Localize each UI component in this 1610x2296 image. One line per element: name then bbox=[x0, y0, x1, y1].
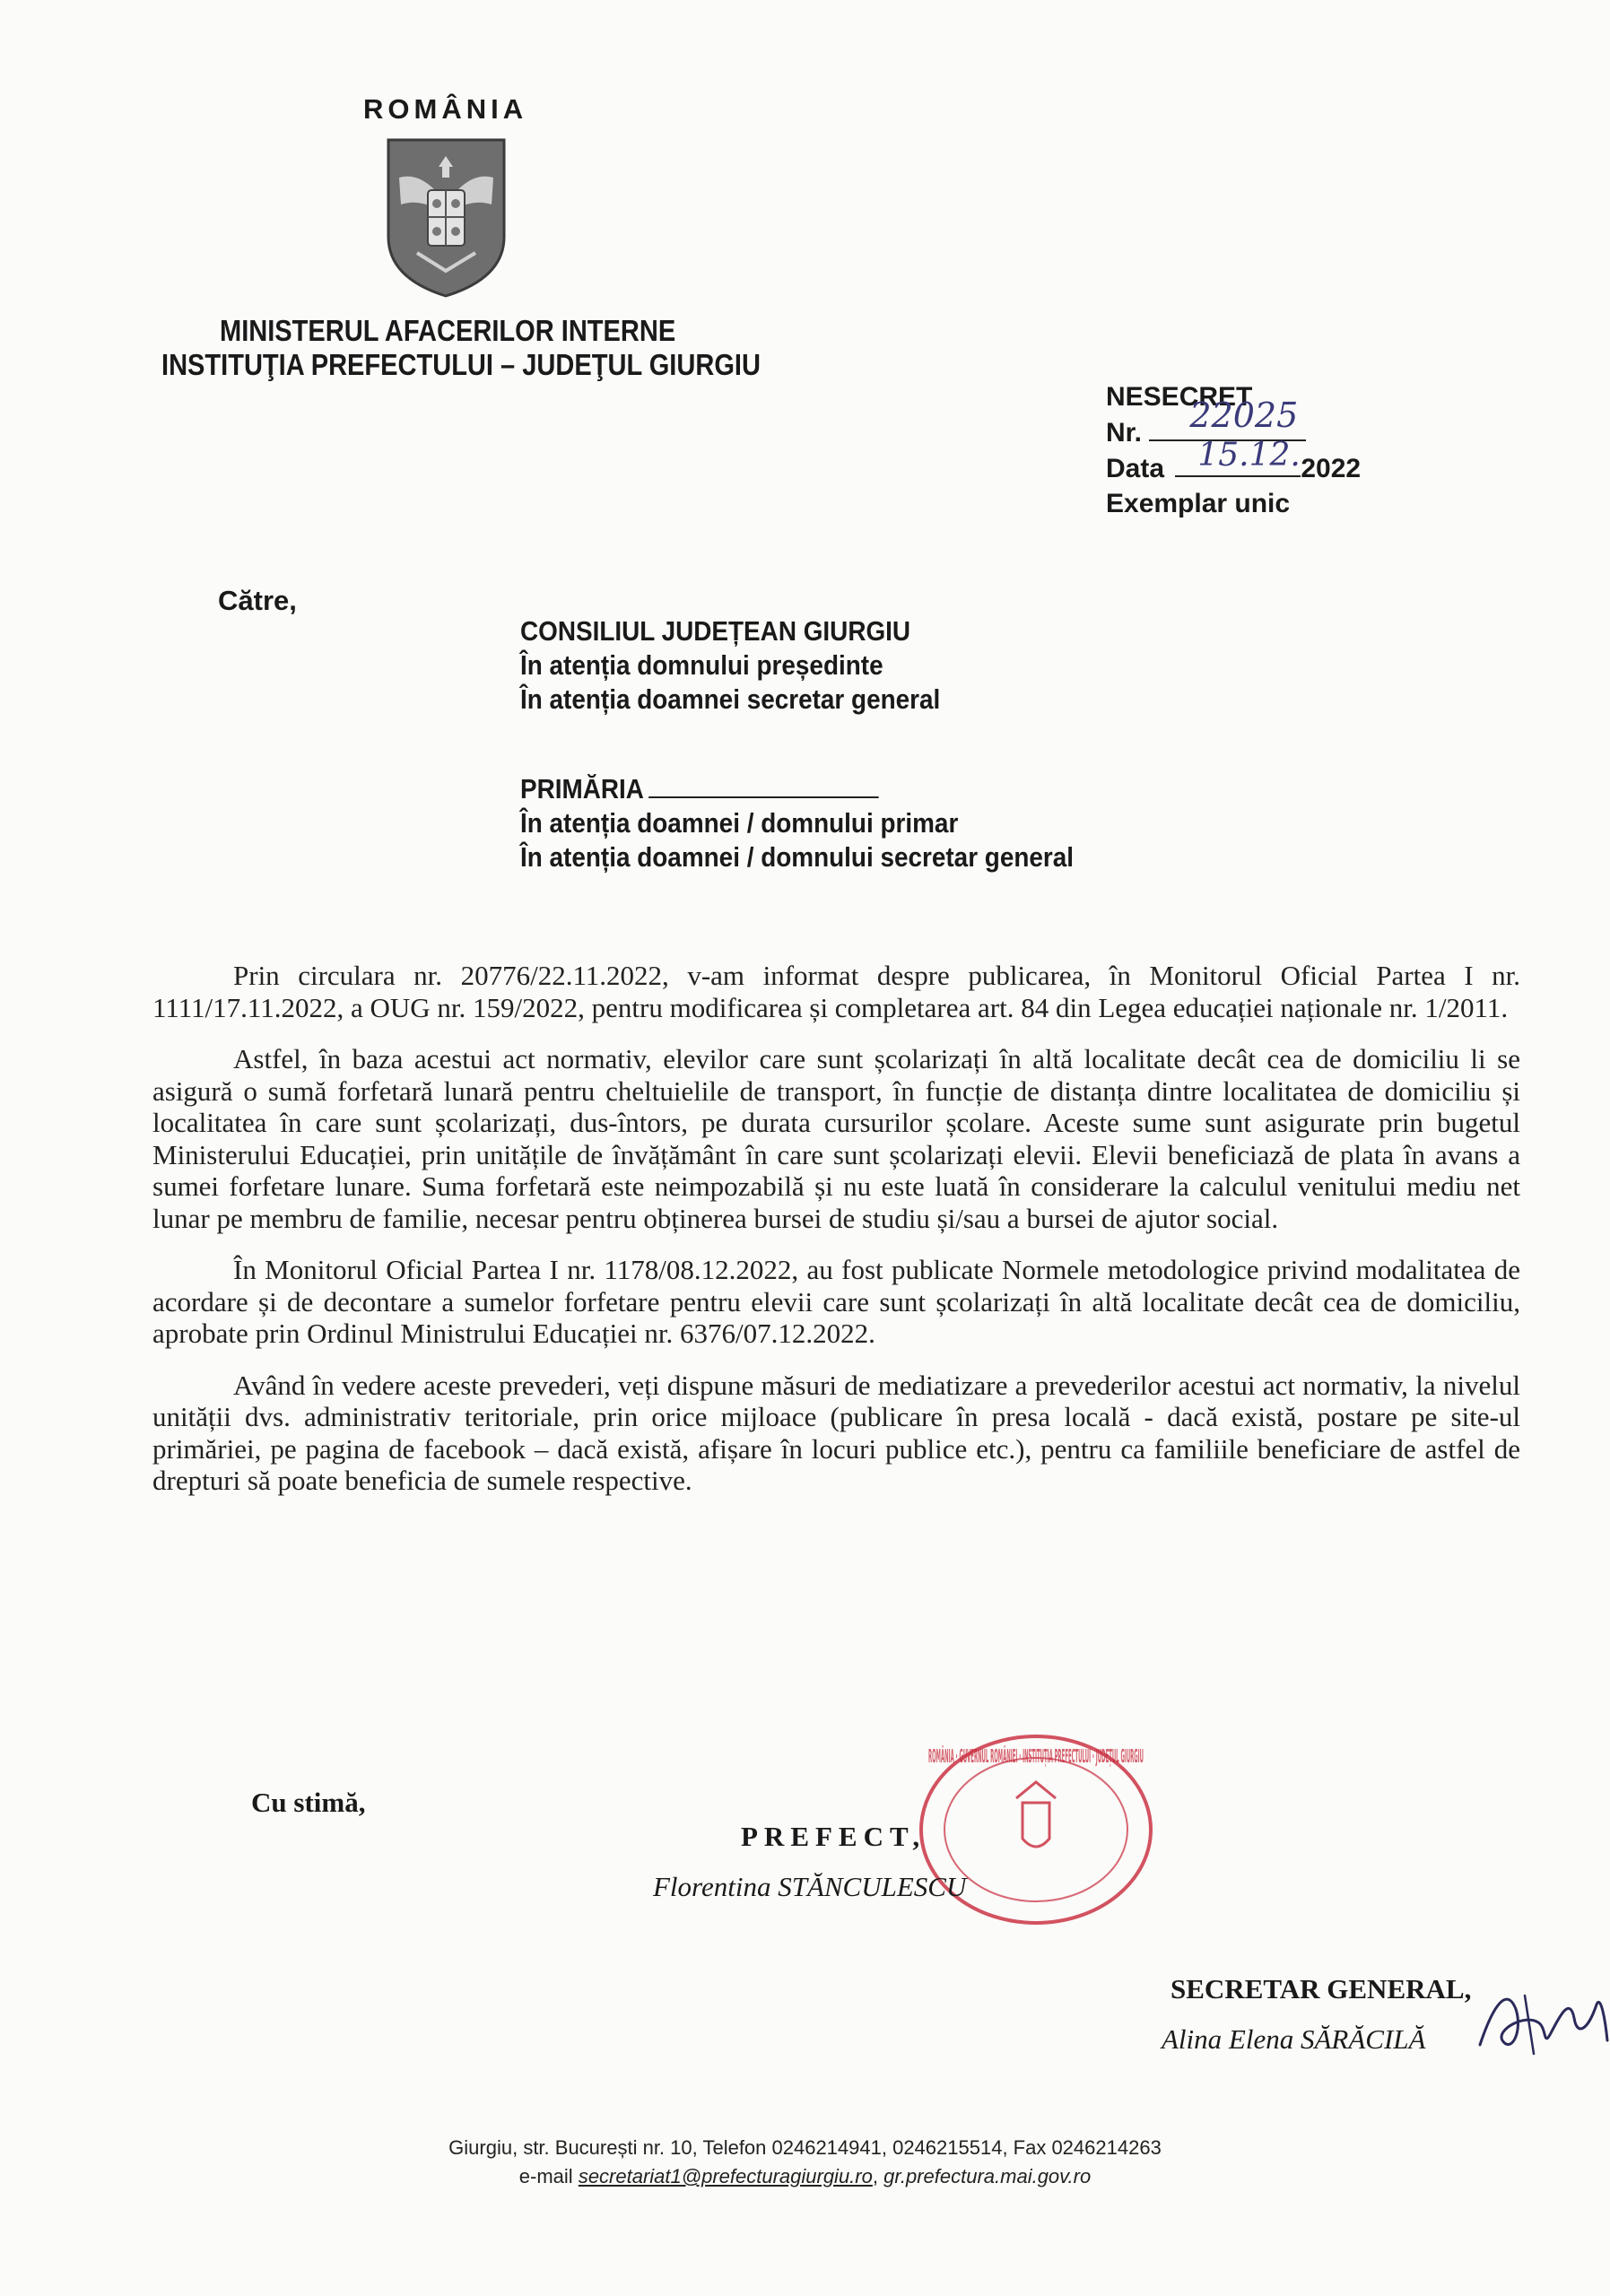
paragraph-3: În Monitorul Oficial Partea I nr. 1178/08.12.2022, au fost publicate Normele metodologice privind modalitatea de acordare și de decontare a sumelor forfetare pentru elevii care sunt școlarizați în altă localitate decât cea de domiciliu, aprobate prin Ordinul Ministrului Educației nr. 6376/07.12.2022. bbox=[152, 1254, 1520, 1349]
date-year: 2022 bbox=[1301, 454, 1362, 483]
institution-name: INSTITUŢIA PREFECTULUI – JUDEŢUL GIURGIU bbox=[161, 348, 761, 381]
council-attn-president: În atenția domnului președinte bbox=[520, 649, 883, 681]
recipient-city-hall bbox=[520, 771, 1074, 874]
footer-email-link[interactable]: secretariat1@prefecturagiurgiu.ro bbox=[578, 2165, 873, 2187]
footer-email-label: e-mail bbox=[518, 2165, 573, 2187]
date-field bbox=[1175, 437, 1301, 477]
classification: NESECRET bbox=[1106, 382, 1253, 412]
letter-body bbox=[152, 960, 1520, 1517]
city-hall-name: PRIMĂRIA bbox=[520, 773, 644, 804]
coat-of-arms-icon bbox=[381, 136, 511, 300]
handwritten-signature-icon bbox=[1471, 1969, 1610, 2067]
paragraph-2: Astfel, în baza acestui act normativ, elevilor care sunt școlarizați în altă localitate decât cea de domiciliu li se asigură o sumă forfetară lunară pentru cheltuielile de transport, în funcție de distanța dintre localitatea de domiciliu și localitatea în care sunt școlarizați, dus-întors, pe durata cursurilor școlare. Aceste sume sunt asigurate prin bugetul Ministerului Educației, prin unitățile de învățământ în care sunt școlarizați elevii. Elevii beneficiază de plata în avans a sumei forfetare lunare. Suma forfetară este neimpozabilă și nu este luată în considerare la calculul venitului mediu net lunar pe membru de familie, necesar pentru obținerea bursei de studiu și/sau a bursei de ajutor social. bbox=[152, 1043, 1520, 1234]
footer-website[interactable]: gr.prefectura.mai.gov.ro bbox=[883, 2165, 1092, 2187]
to-label: Către, bbox=[218, 585, 297, 616]
paragraph-1: Prin circulara nr. 20776/22.11.2022, v-am informat despre publicarea, în Monitorul Oficial Partea I nr. 1111/17.11.2022, a OUG nr. 159/2022, pentru modificarea și completarea art. 84 din Legea educației naționale nr. 1/2011. bbox=[152, 960, 1520, 1023]
country-heading: ROMÂNIA bbox=[363, 93, 528, 125]
recipient-council bbox=[520, 614, 940, 717]
nr-label: Nr. bbox=[1106, 418, 1143, 448]
date-label: Data bbox=[1106, 454, 1165, 483]
prefect-title: PREFECT, bbox=[741, 1821, 927, 1852]
footer-separator: , bbox=[872, 2165, 878, 2187]
paragraph-4: Având în vedere aceste prevederi, veți dispune măsuri de mediatizare a prevederilor acestui act normativ, la nivelul unității dvs. administrativ teritoriale, prin orice mijloace (publicare în presa locală - dacă există, postare pe site-ul primăriei, pe pagina de facebook – dacă există, afișare în locuri publice etc.), pentru ca familiile beneficiare de astfel de drepturi să poate beneficia de sumele respective. bbox=[152, 1369, 1520, 1496]
stamp-text: ROMÂNIA · GUVERNUL ROMÂNIEI · INSTITUȚIA PREFECTULUI · JUDEȚUL GIURGIU bbox=[928, 1745, 1144, 1767]
footer-address: Giurgiu, str. București nr. 10, Telefon 0246214941, 0246215514, Fax 0246214263 bbox=[448, 2136, 1162, 2159]
city-hall-attn-secretary: În atenția doamnei / domnului secretar general bbox=[520, 841, 1075, 873]
council-name: CONSILIUL JUDEȚEAN GIURGIU bbox=[520, 615, 911, 647]
closing-salutation: Cu stimă, bbox=[251, 1787, 366, 1818]
prefect-name: Florentina STĂNCULESCU bbox=[653, 1871, 967, 1902]
nr-handwritten: 22025 bbox=[1189, 396, 1299, 435]
footer-contact bbox=[0, 2165, 1610, 2188]
secretary-general-title: SECRETAR GENERAL, bbox=[1171, 1973, 1472, 2005]
date-handwritten: 15.12. bbox=[1197, 437, 1301, 474]
registration-block bbox=[1106, 379, 1361, 521]
secretary-general-name: Alina Elena SĂRĂCILĂ bbox=[1162, 2023, 1426, 2055]
city-hall-blank bbox=[648, 771, 879, 798]
ministry-name: MINISTERUL AFACERILOR INTERNE bbox=[220, 314, 676, 347]
city-hall-attn-mayor: În atenția doamnei / domnului primar bbox=[520, 807, 959, 839]
council-attn-secretary: În atenția doamnei secretar general bbox=[520, 683, 941, 715]
copy-note: Exemplar unic bbox=[1106, 489, 1291, 518]
